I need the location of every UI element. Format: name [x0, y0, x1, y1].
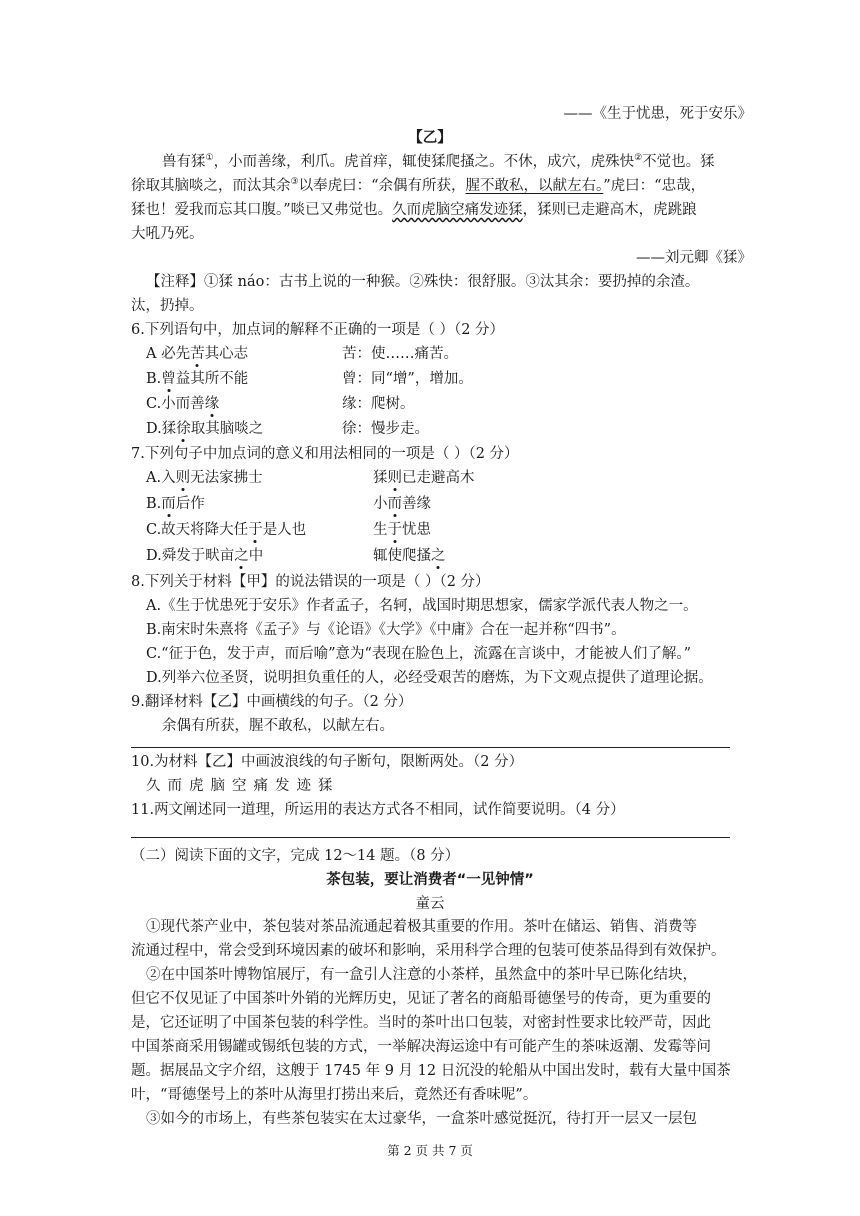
article-author: 童云: [415, 896, 445, 912]
article-p1-line-2: 流通过程中，常会受到环境因素的破坏和影响，采用科学合理的包装可使茶品得到有效保护。: [131, 943, 726, 959]
article-p2-line-5: 题。据展品文字介绍，这艘于 1745 年 9 月 12 日沉没的轮船从中国出发时，载有大量中国茶: [131, 1063, 731, 1079]
yi-line-2: 徐取其脑啖之，而汰其余③以奉虎曰：“余偶有所获，腥不敢私，以献左右。”虎曰：“忠哉，: [131, 177, 706, 194]
yi-line-1: 兽有猱①，小而善缘，利爪。虎首痒，辄使猱爬搔之。不休，成穴，虎殊快②不觉也。猱: [162, 153, 715, 170]
yi-line-3: 猱也！爱我而忘其口腹。”啖已又弗觉也。久而虎脑空痛发迹猱，猱则已走避高木，虎跳踉: [131, 202, 697, 218]
source-jia: ——《生于忧患，死于安乐》: [563, 106, 752, 122]
q7-stem: 7.下列句子中加点词的意义和用法相同的一项是（ ）（2 分）: [131, 446, 519, 462]
q6-option-b: B.曾益其所不能: [146, 371, 249, 387]
article-p2-line-4: 中国茶商采用锡罐或锡纸包装的方式，一举解决海运途中有可能产生的茶味返潮、发霉等问: [131, 1039, 711, 1055]
q6-option-a: A 必先苦其心志: [146, 346, 249, 362]
q8-option-a: A.《生于忧患死于安乐》作者孟子，名轲，战国时期思想家，儒家学派代表人物之一。: [146, 598, 698, 614]
q7-option-d2: 辄使爬搔之: [373, 548, 446, 564]
q8-option-b: B.南宋时朱熹将《孟子》与《论语》《大学》《中庸》合在一起并称“四书”。: [146, 622, 626, 638]
q6-option-d: D.猱徐取其脑啖之: [146, 421, 264, 437]
article-title: 茶包装，要让消费者“一见钟情”: [326, 872, 534, 888]
article-p2-line-2: 但它不仅见证了中国茶叶外销的光辉历史，见证了著名的商船哥德堡号的传奇，更为重要的: [131, 991, 711, 1007]
q11-stem: 11.两文阐述同一道理，所运用的表达方式各不相同，试作简要说明。（4 分）: [131, 802, 625, 818]
article-p2-line-1: ②在中国茶叶博物馆展厅，有一盒引人注意的小茶样，虽然盒中的茶叶早已陈化结块，: [146, 967, 697, 983]
yi-line-4: 大吼乃死。: [131, 226, 204, 242]
q10-sentence: 久而虎脑空痛发迹猱: [146, 778, 340, 794]
notes-line-1: 【注释】①猱 náo：古书上说的一种猴。②殊快：很舒服。③汰其余：要扔掉的余渣。: [146, 274, 700, 290]
yi-heading: 【乙】: [408, 130, 452, 146]
wavy-sentence: 久而虎脑空痛发迹猱: [392, 202, 523, 218]
q7-option-a2: 猱则已走避高木: [373, 470, 475, 486]
q7-option-c: C.故天将降大任于是人也: [146, 522, 307, 538]
q9-stem: 9.翻译材料【乙】中画横线的句子。（2 分）: [131, 694, 413, 710]
part2-heading: （二）阅读下面的文字，完成 12～14 题。（8 分）: [131, 848, 460, 864]
q6-exp-c: 缘：爬树。: [342, 396, 415, 412]
article-p2-line-6: 叶，“哥德堡号上的茶叶从海里打捞出来后，竟然还有香味呢”。: [131, 1087, 538, 1103]
q6-stem: 6.下列语句中，加点词的解释不正确的一项是（ ）（2 分）: [131, 322, 505, 338]
q7-option-b: B.而后作: [146, 496, 205, 512]
underlined-sentence: 腥不敢私，以献左右。: [465, 178, 604, 194]
q9-sentence: 余偶有所获，腥不敢私，以献左右。: [162, 718, 394, 734]
page-footer: 第 2 页 共 7 页: [387, 1143, 473, 1158]
q10-stem: 10.为材料【乙】中画波浪线的句子断句，限断两处。（2 分）: [131, 754, 524, 770]
q7-option-b2: 小而善缘: [373, 496, 431, 512]
article-p1-line-1: ①现代茶产业中，茶包装对茶品流通起着极其重要的作用。茶叶在储运、销售、消费等: [146, 919, 697, 935]
answer-line-q9: [131, 747, 730, 748]
q8-option-c: C.“征于色，发于声，而后喻”意为“表现在脸色上，流露在言谈中，才能被人们了解。”: [146, 646, 692, 662]
article-p3-line-1: ③如今的市场上，有些茶包装实在太过豪华，一盒茶叶感觉挺沉，待打开一层又一层包: [146, 1111, 697, 1127]
q8-stem: 8.下列关于材料【甲】的说法错误的一项是（ ）（2 分）: [131, 574, 490, 590]
source-yi: ——刘元卿《猱》: [636, 250, 752, 266]
q6-exp-d: 徐：慢步走。: [342, 421, 429, 437]
notes-line-2: 汰，扔掉。: [131, 298, 204, 314]
answer-line-q11: [131, 837, 730, 838]
q6-exp-a: 苦：使……痛苦。: [342, 346, 458, 362]
q7-option-c2: 生于忧患: [373, 522, 431, 538]
q6-exp-b: 曾：同“增”，增加。: [342, 371, 473, 387]
q6-option-c: C.小而善缘: [146, 396, 220, 412]
q8-option-d: D.列举六位圣贤，说明担负重任的人，必经受艰苦的磨炼，为下文观点提供了道理论据。: [146, 670, 713, 686]
q7-option-d: D.舜发于畎亩之中: [146, 548, 264, 564]
article-p2-line-3: 是，它还证明了中国茶包装的科学性。当时的茶叶出口包装，对密封性要求比较严苛，因此: [131, 1015, 711, 1031]
q7-option-a: A.入则无法家拂士: [146, 470, 263, 486]
